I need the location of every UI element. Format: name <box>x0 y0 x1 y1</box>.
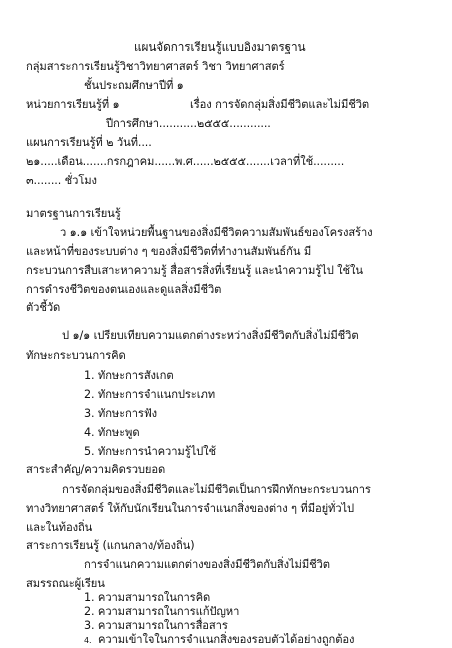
key-concept-heading: สาระสำคัญ/ความคิดรวบยอด <box>26 463 166 476</box>
standard-line: และหน้าที่ของระบบต่าง ๆ ของสิ่งมีชีวิตที่ทำงานสัมพันธ์กัน มี <box>26 245 312 258</box>
list-item: 1. ความสามารถในการคิด <box>84 591 211 604</box>
unit-label: หน่วยการเรียนรู้ที่ ๑ <box>26 98 120 111</box>
key-concept-line: และในท้องถิ่น <box>26 521 93 534</box>
date-line: ๒๑.....เดือน.......กรกฎาคม......พ.ศ......๒๕๕๕.......เวลาที่ใช้......... <box>26 155 345 168</box>
standard-heading: มาตรฐานการเรียนรู้ <box>26 207 121 220</box>
competency-heading: สมรรถณะผู้เรียน <box>26 577 105 590</box>
key-concept-line: การจัดกลุ่มของสิ่งมีชีวิตและไม่มีชีวิตเป็นการฝึกทักษะกระบวนการ <box>62 483 371 496</box>
list-item: 3. ความสามารถในการสื่อสาร <box>84 619 228 632</box>
academic-year: ปีการศึกษา...........๒๕๕๕............ <box>106 117 271 130</box>
list-item: 2. ทักษะการจำแนกประเภท <box>84 388 215 401</box>
list-item: 3. ทักษะการฟัง <box>84 407 158 420</box>
list-item: ความเข้าใจในการจำแนกสิ่งของรอบตัวได้อย่างถูกต้อง <box>98 633 355 646</box>
process-skills-heading: ทักษะกระบวนการคิด <box>26 349 126 362</box>
standard-line: กระบวนการสืบเสาะหาความรู้ สื่อสารสิ่งที่เรียนรู้ และนำความรู้ไป ใช้ใน <box>26 264 363 277</box>
list-item: 5. ทักษะการนำความรู้ไปใช้ <box>84 445 216 458</box>
grade-line: ชั้นประถมศึกษาปีที่ ๑ <box>84 79 184 92</box>
document-title: แผนจัดการเรียนรู้แบบอิงมาตรฐาน <box>134 40 306 54</box>
indicator-text: ป ๑/๑ เปรียบเทียบความแตกต่างระหว่างสิ่งมีชีวิตกับสิ่งไม่มีชีวิต <box>62 329 359 342</box>
standard-line: การดำรงชีวิตของตนเองและดูแลสิ่งมีชีวิต <box>26 283 222 296</box>
list-item: 1. ทักษะการสังเกต <box>84 369 174 382</box>
hours-line: ๓........ ชั่วโมง <box>26 174 97 187</box>
unit-topic: เรื่อง การจัดกลุ่มสิ่งมีชีวิตและไม่มีชีวิต <box>190 98 370 111</box>
list-item: 4. ทักษะพูด <box>84 426 140 439</box>
standard-line: ว ๑.๑ เข้าใจหน่วยพื้นฐานของสิ่งมีชีวิตความสัมพันธ์ของโครงสร้าง <box>60 226 373 239</box>
content-text: การจำแนกความแตกต่างของสิ่งมีชีวิตกับสิ่งไม่มีชีวิต <box>84 558 330 571</box>
subject-line: กลุ่มสาระการเรียนรู้วิชาวิทยาศาสตร์ วิชา วิทยาศาสตร์ <box>26 60 285 73</box>
list-item: 2. ความสามารถในการแก้ปัญหา <box>84 605 240 618</box>
indicator-heading: ตัวชี้วัด <box>26 301 61 314</box>
content-heading: สาระการเรียนรู้ (แกนกลาง/ท้องถิ่น) <box>26 539 195 552</box>
plan-number: แผนการเรียนรู้ที่ ๒ วันที่.... <box>26 136 152 149</box>
key-concept-line: ทางวิทยาศาสตร์ ให้กับนักเรียนในการจำแนกสิ่งของต่าง ๆ ที่มีอยู่ทั่วไป <box>26 502 355 515</box>
list-item-number: 4. <box>84 636 92 645</box>
